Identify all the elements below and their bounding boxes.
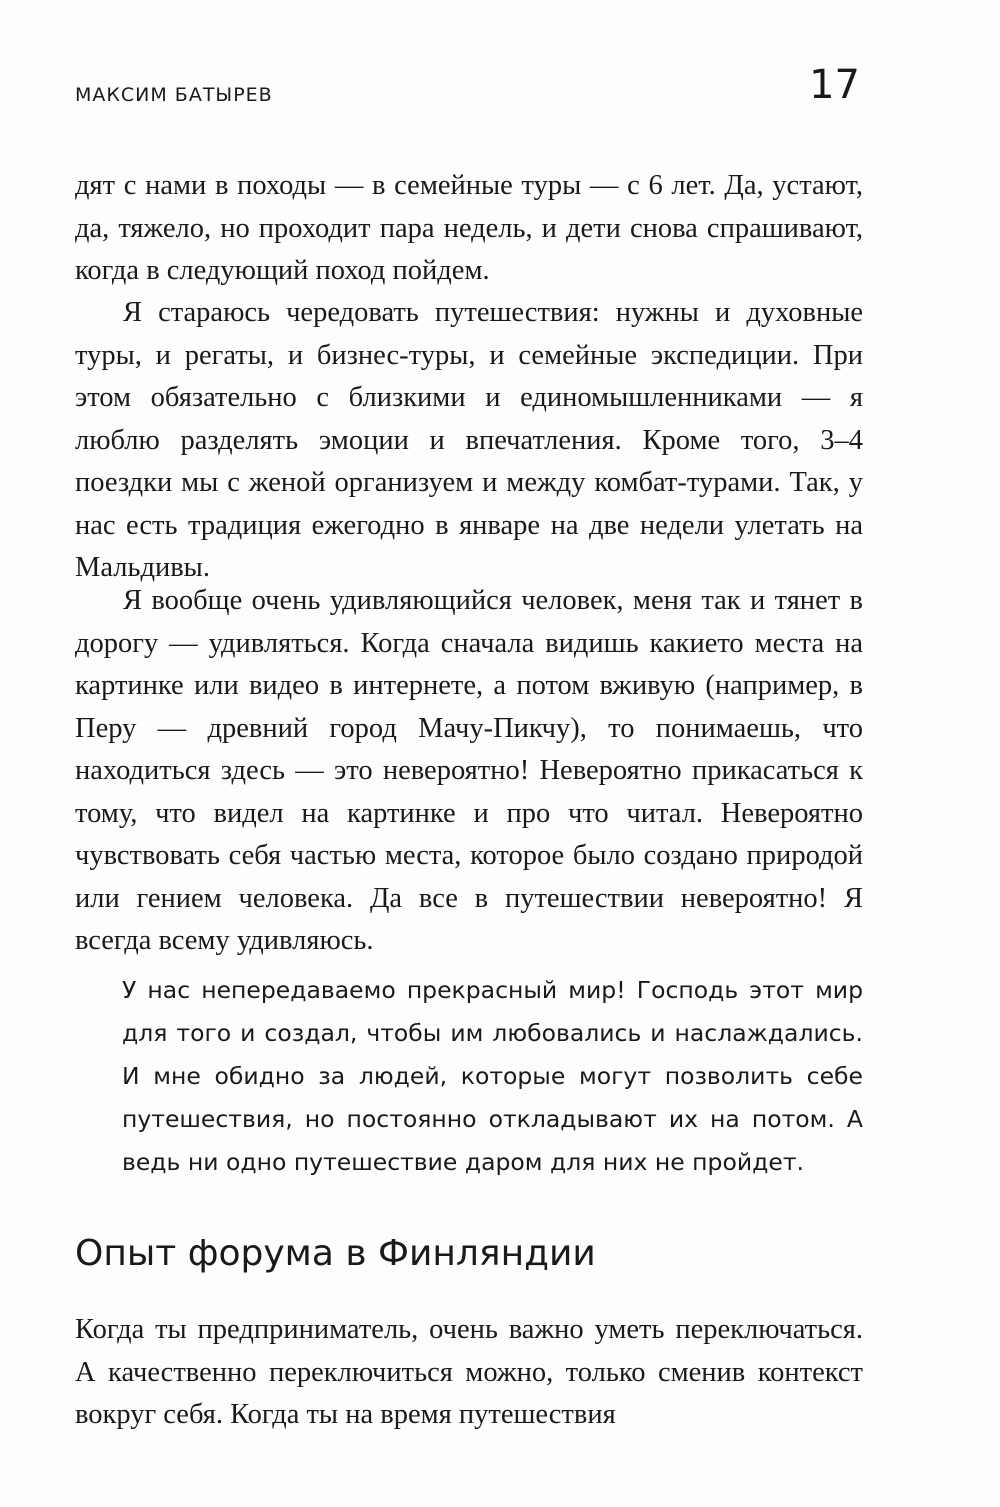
paragraph-travel-types (75, 292, 863, 590)
paragraph-text: дят с нами в походы — в семейные туры — с 6 лет. Да, устают, да, тяжело, но проходит пара недель, и дети снова спрашивают, когда в следующий поход пойдем. (75, 170, 863, 286)
paragraph-text: Я вообще очень удивляющийся человек, меня так и тянет в дорогу — удивляться. Когда сначала видишь какието места на картинке или видео в интернете, а потом вживую (например, в Перу — древний город Мачу-Пикчу), то понимаешь, что находиться здесь — это невероятно! Невероятно прикасаться к тому, что видел на картинке и про что читал. Невероятно чувствовать себя частью места, которое было создано природой или гением человека. Да все в путешествии невероятно! Я всегда всему удивляюсь. (75, 585, 863, 956)
quote-block (122, 969, 863, 1184)
paragraph-wonder (75, 580, 863, 963)
paragraph-text: Когда ты предприниматель, очень важно уметь переключаться. А качественно переключиться можно, только сменив контекст вокруг себя. Когда ты на время путешествия (75, 1314, 863, 1430)
section-heading: Опыт форума в Финляндии (75, 1233, 596, 1274)
paragraph-section-intro (75, 1309, 863, 1437)
paragraph-continuation (75, 165, 863, 293)
quote-text: У нас непередаваемо прекрасный мир! Господь этот мир для того и создал, чтобы им любовались и наслаждались. И мне обидно за людей, которые могут позволить себе путешествия, но постоянно откладывают их на потом. А ведь ни одно путешествие даром для них не пройдет. (122, 976, 863, 1176)
running-title: МАКСИМ БАТЫРЕВ (75, 84, 273, 106)
paragraph-text: Я стараюсь чередовать путешествия: нужны и духовные туры, и регаты, и бизнес-туры, и семейные экспедиции. При этом обязательно с близкими и единомышленниками — я люблю разделять эмоции и впечатления. Кроме того, 3–4 поездки мы с женой организуем и между комбат-турами. Так, у нас есть традиция ежегодно в январе на две недели улетать на Мальдивы. (75, 297, 863, 583)
page-number: 17 (809, 62, 860, 108)
